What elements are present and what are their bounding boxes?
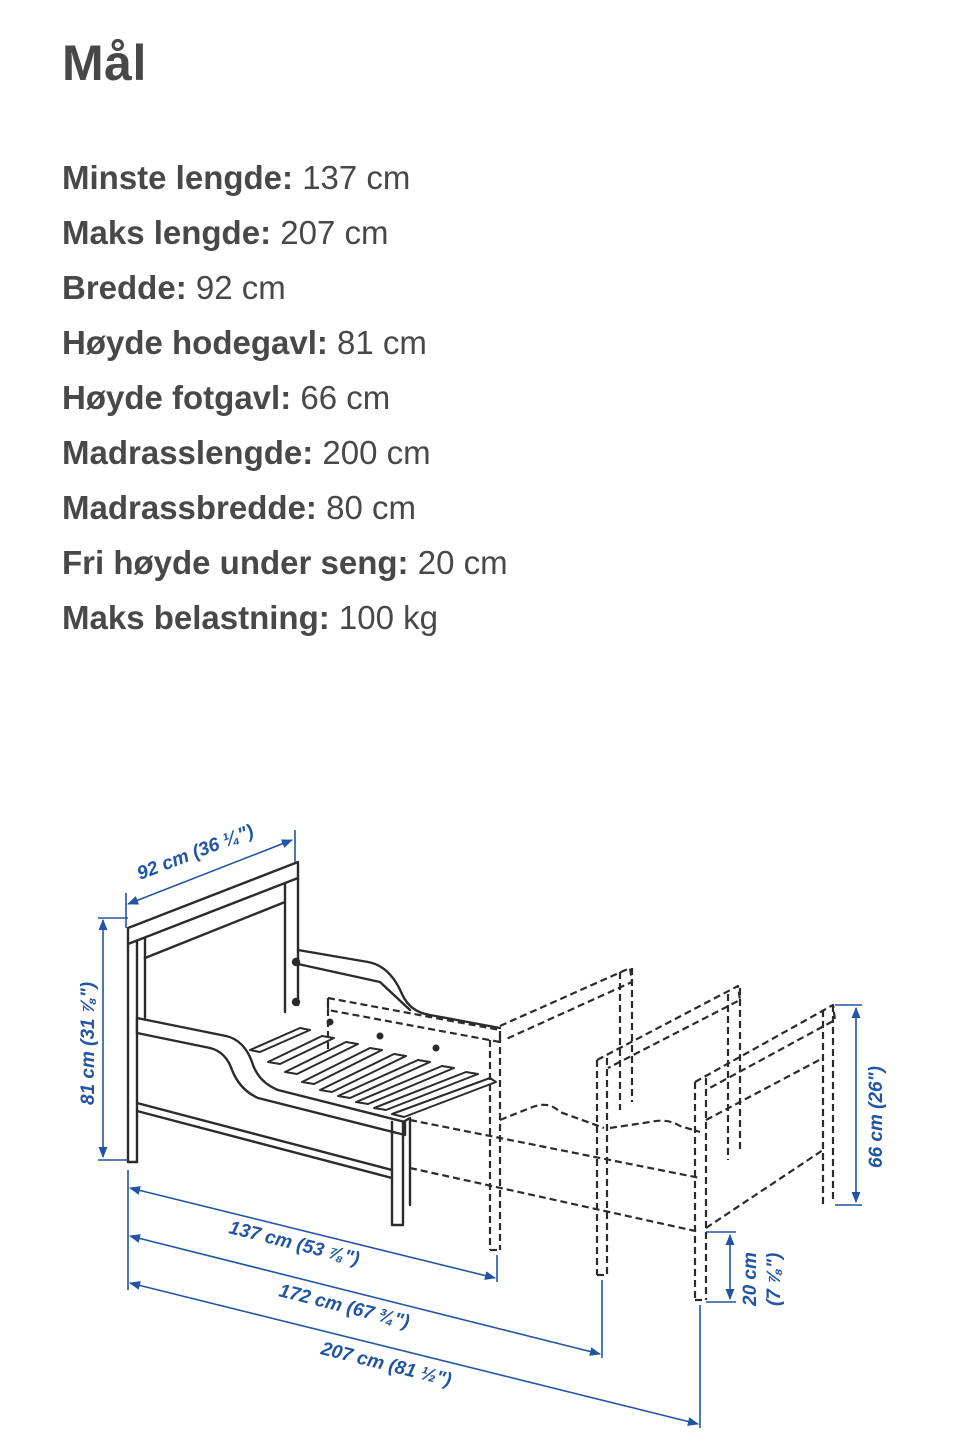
spec-min-length bbox=[62, 150, 508, 205]
extension-foot-172 bbox=[490, 968, 632, 1250]
clearance-imperial-label: (7 ⅞") bbox=[764, 1252, 785, 1306]
spec-footboard-height bbox=[62, 370, 508, 425]
width-label: 92 cm (36 ¼") bbox=[134, 820, 257, 885]
back-side-rail bbox=[293, 950, 500, 1028]
spec-value: 137 cm bbox=[302, 159, 411, 196]
spec-value: 200 cm bbox=[322, 434, 431, 471]
spec-label: Madrassbredde: bbox=[62, 489, 317, 526]
spec-value: 80 cm bbox=[326, 489, 416, 526]
footboard-height-label: 66 cm (26") bbox=[866, 1066, 887, 1168]
spec-value: 66 cm bbox=[300, 379, 391, 416]
bed-drawing bbox=[128, 862, 500, 1225]
length-max-label: 207 cm (81 ½") bbox=[318, 1338, 454, 1392]
length-mid-label: 172 cm (67 ¾") bbox=[276, 1280, 412, 1334]
spec-value: 81 cm bbox=[337, 324, 427, 361]
spec-label: Høyde hodegavl: bbox=[62, 324, 328, 361]
spec-headboard-height bbox=[62, 315, 508, 370]
spec-label: Fri høyde under seng: bbox=[62, 544, 409, 581]
spec-value: 100 kg bbox=[338, 599, 438, 636]
length-min-label: 137 cm (53 ⅞") bbox=[226, 1217, 362, 1271]
spec-value: 92 cm bbox=[195, 269, 286, 306]
spec-label: Maks lengde: bbox=[62, 214, 272, 251]
spec-label: Høyde fotgavl: bbox=[62, 379, 292, 416]
headboard bbox=[128, 862, 298, 1162]
spec-label: Bredde: bbox=[62, 269, 187, 306]
bed-dimension-diagram bbox=[0, 790, 960, 1449]
spec-width bbox=[62, 260, 508, 315]
clearance-metric-label: 20 cm bbox=[740, 1252, 761, 1306]
spec-value: 20 cm bbox=[417, 544, 508, 581]
page-title: Mål bbox=[62, 35, 147, 91]
spec-max-load bbox=[62, 590, 508, 645]
spec-value: 207 cm bbox=[280, 214, 389, 251]
spec-label: Maks belastning: bbox=[62, 599, 330, 636]
dimension-lines bbox=[98, 830, 862, 1428]
spec-mattress-length bbox=[62, 425, 508, 480]
dimensions-list bbox=[62, 150, 508, 645]
spec-max-length bbox=[62, 205, 508, 260]
spec-label: Madrasslengde: bbox=[62, 434, 314, 471]
spec-mattress-width bbox=[62, 480, 508, 535]
spec-clearance bbox=[62, 535, 508, 590]
spec-label: Minste lengde: bbox=[62, 159, 294, 196]
headboard-height-label: 81 cm (31 ⅞") bbox=[78, 981, 99, 1105]
